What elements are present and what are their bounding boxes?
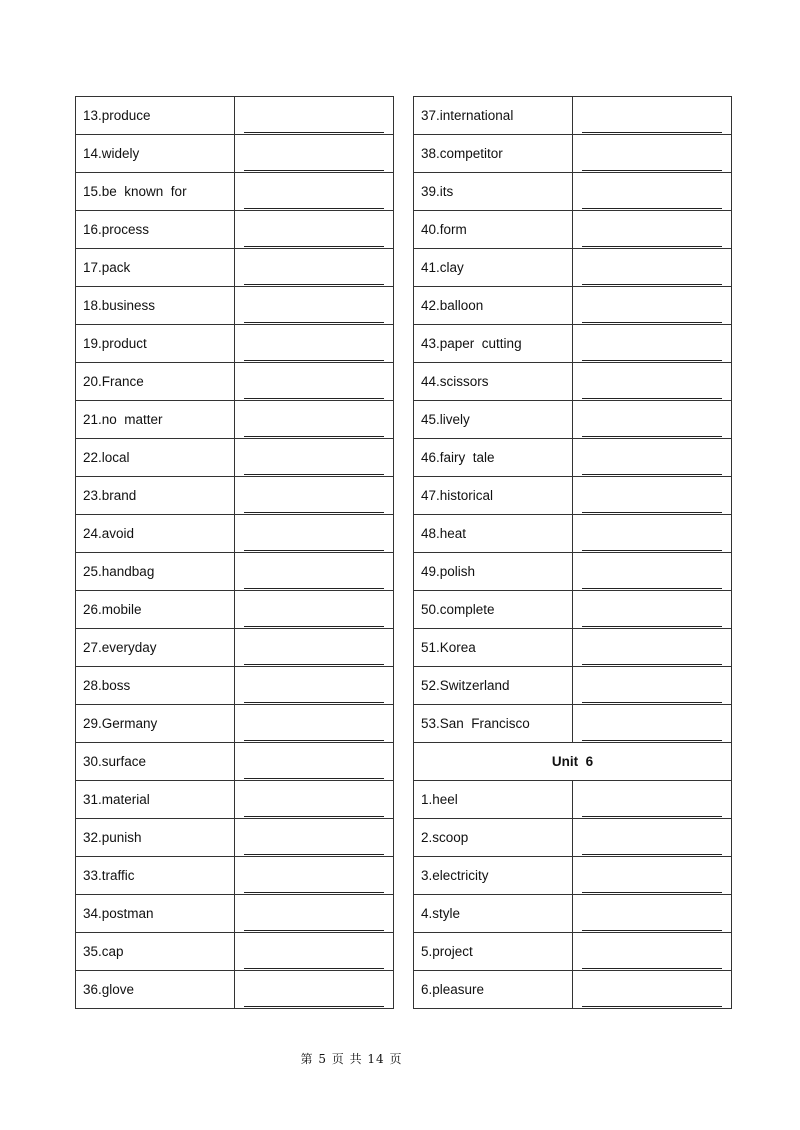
answer-blank-line <box>582 208 722 209</box>
vocab-row <box>76 363 394 401</box>
answer-cell[interactable] <box>573 477 732 515</box>
vocab-word: 6.pleasure <box>414 971 573 1009</box>
vocab-word: 22.local <box>76 439 235 477</box>
answer-blank-line <box>244 930 384 931</box>
vocab-row <box>414 819 732 857</box>
vocab-word: 2.scoop <box>414 819 573 857</box>
vocab-row <box>414 895 732 933</box>
vocab-row <box>76 477 394 515</box>
answer-cell[interactable] <box>573 971 732 1009</box>
vocab-row <box>414 553 732 591</box>
answer-blank-line <box>244 360 384 361</box>
answer-cell[interactable] <box>235 173 394 211</box>
vocab-row <box>414 401 732 439</box>
vocab-word: 43.paper cutting <box>414 325 573 363</box>
answer-cell[interactable] <box>235 857 394 895</box>
answer-cell[interactable] <box>573 211 732 249</box>
answer-blank-line <box>582 626 722 627</box>
vocab-row <box>414 439 732 477</box>
answer-cell[interactable] <box>573 667 732 705</box>
answer-blank-line <box>244 626 384 627</box>
vocab-word: 30.surface <box>76 743 235 781</box>
answer-cell[interactable] <box>235 401 394 439</box>
answer-cell[interactable] <box>573 173 732 211</box>
answer-cell[interactable] <box>235 515 394 553</box>
answer-blank-line <box>244 740 384 741</box>
vocab-row <box>414 287 732 325</box>
vocab-row <box>76 971 394 1009</box>
vocab-word: 31.material <box>76 781 235 819</box>
vocab-word: 14.widely <box>76 135 235 173</box>
vocab-word: 51.Korea <box>414 629 573 667</box>
vocab-row <box>414 705 732 743</box>
answer-blank-line <box>582 550 722 551</box>
vocab-row <box>414 97 732 135</box>
vocab-row <box>76 857 394 895</box>
answer-blank-line <box>244 702 384 703</box>
vocab-row <box>76 553 394 591</box>
vocab-row <box>414 249 732 287</box>
answer-cell[interactable] <box>235 553 394 591</box>
vocab-word: 16.process <box>76 211 235 249</box>
answer-blank-line <box>244 322 384 323</box>
answer-blank-line <box>582 398 722 399</box>
answer-blank-line <box>244 816 384 817</box>
answer-blank-line <box>582 132 722 133</box>
answer-cell[interactable] <box>235 743 394 781</box>
answer-blank-line <box>244 436 384 437</box>
answer-blank-line <box>244 208 384 209</box>
vocab-row <box>76 439 394 477</box>
vocab-row <box>76 629 394 667</box>
answer-cell[interactable] <box>573 325 732 363</box>
answer-cell[interactable] <box>573 591 732 629</box>
vocab-word: 35.cap <box>76 933 235 971</box>
answer-cell[interactable] <box>235 211 394 249</box>
vocab-word: 5.project <box>414 933 573 971</box>
vocab-word: 18.business <box>76 287 235 325</box>
answer-blank-line <box>582 816 722 817</box>
vocab-row <box>76 97 394 135</box>
vocab-row <box>414 477 732 515</box>
answer-cell[interactable] <box>573 97 732 135</box>
vocab-word: 45.lively <box>414 401 573 439</box>
vocab-row <box>76 743 394 781</box>
answer-cell[interactable] <box>235 629 394 667</box>
vocab-word: 40.form <box>414 211 573 249</box>
vocab-word: 42.balloon <box>414 287 573 325</box>
vocab-row <box>414 781 732 819</box>
vocab-row <box>76 895 394 933</box>
vocab-word: 4.style <box>414 895 573 933</box>
answer-blank-line <box>244 512 384 513</box>
vocab-row <box>76 135 394 173</box>
answer-blank-line <box>582 588 722 589</box>
answer-blank-line <box>244 550 384 551</box>
answer-cell[interactable] <box>573 439 732 477</box>
answer-cell[interactable] <box>235 287 394 325</box>
vocab-word: 26.mobile <box>76 591 235 629</box>
answer-cell[interactable] <box>235 705 394 743</box>
answer-cell[interactable] <box>573 515 732 553</box>
vocab-row <box>76 819 394 857</box>
vocab-word: 39.its <box>414 173 573 211</box>
answer-blank-line <box>244 968 384 969</box>
answer-blank-line <box>582 968 722 969</box>
vocab-row <box>76 325 394 363</box>
unit-heading-row <box>414 743 732 781</box>
vocab-row <box>76 781 394 819</box>
answer-cell[interactable] <box>235 667 394 705</box>
vocab-table-left <box>75 96 394 1009</box>
answer-cell[interactable] <box>573 553 732 591</box>
answer-blank-line <box>244 170 384 171</box>
vocab-word: 13.produce <box>76 97 235 135</box>
answer-blank-line <box>244 1006 384 1007</box>
answer-cell[interactable] <box>235 325 394 363</box>
vocab-word: 20.France <box>76 363 235 401</box>
vocab-word: 37.international <box>414 97 573 135</box>
answer-blank-line <box>582 170 722 171</box>
answer-cell[interactable] <box>573 819 732 857</box>
answer-cell[interactable] <box>573 249 732 287</box>
answer-blank-line <box>582 284 722 285</box>
answer-cell[interactable] <box>235 249 394 287</box>
answer-blank-line <box>582 664 722 665</box>
vocab-row <box>76 211 394 249</box>
vocab-word: 17.pack <box>76 249 235 287</box>
answer-blank-line <box>582 930 722 931</box>
vocab-table-right <box>413 96 732 1009</box>
vocab-row <box>414 135 732 173</box>
vocab-row <box>414 629 732 667</box>
answer-blank-line <box>244 664 384 665</box>
answer-blank-line <box>582 246 722 247</box>
answer-cell[interactable] <box>573 363 732 401</box>
answer-blank-line <box>582 512 722 513</box>
vocab-word: 21.no matter <box>76 401 235 439</box>
answer-blank-line <box>582 854 722 855</box>
answer-blank-line <box>244 778 384 779</box>
answer-cell[interactable] <box>573 895 732 933</box>
answer-blank-line <box>244 854 384 855</box>
unit-heading: Unit 6 <box>414 743 732 781</box>
answer-cell[interactable] <box>235 819 394 857</box>
vocab-word: 24.avoid <box>76 515 235 553</box>
answer-cell[interactable] <box>235 363 394 401</box>
vocab-row <box>414 363 732 401</box>
vocab-word: 34.postman <box>76 895 235 933</box>
vocab-word: 46.fairy tale <box>414 439 573 477</box>
answer-blank-line <box>244 398 384 399</box>
vocab-word: 32.punish <box>76 819 235 857</box>
answer-cell[interactable] <box>573 287 732 325</box>
vocab-row <box>76 591 394 629</box>
vocab-row <box>414 933 732 971</box>
answer-cell[interactable] <box>235 781 394 819</box>
vocab-word: 36.glove <box>76 971 235 1009</box>
vocab-word: 48.heat <box>414 515 573 553</box>
answer-cell[interactable] <box>235 439 394 477</box>
answer-blank-line <box>582 360 722 361</box>
answer-blank-line <box>582 702 722 703</box>
answer-blank-line <box>582 1006 722 1007</box>
vocab-row <box>76 705 394 743</box>
answer-blank-line <box>582 436 722 437</box>
vocab-row <box>76 515 394 553</box>
answer-blank-line <box>244 132 384 133</box>
vocab-row <box>414 971 732 1009</box>
answer-cell[interactable] <box>235 895 394 933</box>
vocab-word: 27.everyday <box>76 629 235 667</box>
vocab-word: 19.product <box>76 325 235 363</box>
vocab-row <box>76 173 394 211</box>
vocab-word: 38.competitor <box>414 135 573 173</box>
vocab-word: 25.handbag <box>76 553 235 591</box>
vocab-row <box>414 211 732 249</box>
answer-blank-line <box>582 740 722 741</box>
vocab-word: 53.San Francisco <box>414 705 573 743</box>
vocab-row <box>76 933 394 971</box>
answer-blank-line <box>582 322 722 323</box>
vocab-word: 3.electricity <box>414 857 573 895</box>
answer-cell[interactable] <box>573 401 732 439</box>
vocab-row <box>76 287 394 325</box>
answer-blank-line <box>244 892 384 893</box>
answer-cell[interactable] <box>235 971 394 1009</box>
answer-blank-line <box>582 892 722 893</box>
answer-blank-line <box>244 284 384 285</box>
answer-cell[interactable] <box>573 135 732 173</box>
vocab-row <box>414 173 732 211</box>
answer-cell[interactable] <box>573 857 732 895</box>
page-number-footer: 第 5 页 共 14 页 <box>300 1052 403 1066</box>
answer-cell[interactable] <box>235 591 394 629</box>
vocab-row <box>414 667 732 705</box>
vocab-word: 41.clay <box>414 249 573 287</box>
answer-cell[interactable] <box>235 933 394 971</box>
answer-cell[interactable] <box>235 477 394 515</box>
vocab-row <box>76 401 394 439</box>
answer-blank-line <box>244 246 384 247</box>
answer-cell[interactable] <box>573 705 732 743</box>
vocab-word: 50.complete <box>414 591 573 629</box>
vocab-word: 33.traffic <box>76 857 235 895</box>
answer-blank-line <box>244 474 384 475</box>
answer-cell[interactable] <box>235 97 394 135</box>
vocab-word: 15.be known for <box>76 173 235 211</box>
answer-cell[interactable] <box>573 781 732 819</box>
vocab-word: 23.brand <box>76 477 235 515</box>
vocab-row <box>76 667 394 705</box>
vocab-word: 49.polish <box>414 553 573 591</box>
vocab-row <box>414 591 732 629</box>
answer-cell[interactable] <box>573 933 732 971</box>
vocab-word: 44.scissors <box>414 363 573 401</box>
answer-blank-line <box>244 588 384 589</box>
vocab-word: 28.boss <box>76 667 235 705</box>
vocab-row <box>414 325 732 363</box>
answer-cell[interactable] <box>235 135 394 173</box>
vocab-row <box>414 857 732 895</box>
vocab-row <box>76 249 394 287</box>
vocab-word: 47.historical <box>414 477 573 515</box>
vocab-word: 1.heel <box>414 781 573 819</box>
vocab-word: 52.Switzerland <box>414 667 573 705</box>
answer-cell[interactable] <box>573 629 732 667</box>
answer-blank-line <box>582 474 722 475</box>
vocab-word: 29.Germany <box>76 705 235 743</box>
vocab-row <box>414 515 732 553</box>
